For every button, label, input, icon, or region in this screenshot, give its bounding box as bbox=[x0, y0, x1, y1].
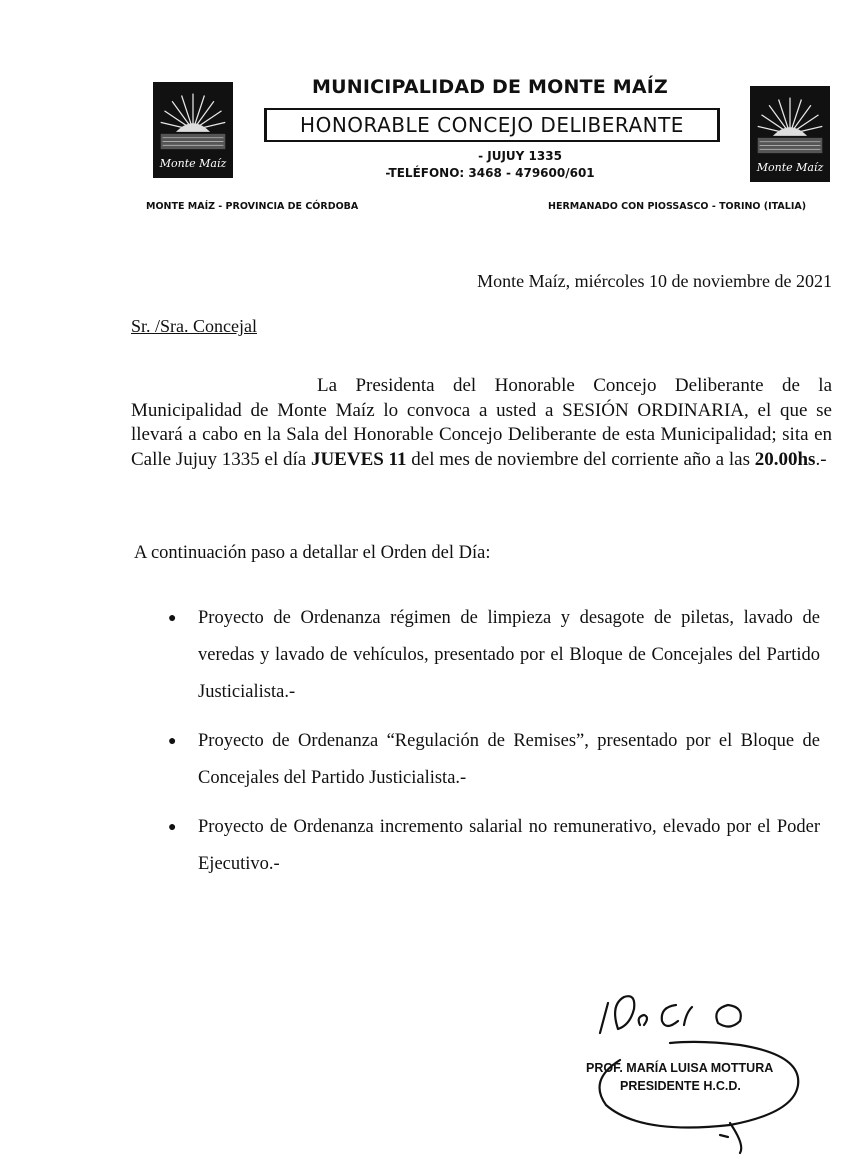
body-text: La Presidenta del Honorable Concejo Deliberante de la Municipalidad de Monte Maíz lo convoca a usted a SESIÓN ORDINARIA, el que se llevará a cabo en la Sala del Honorable Concejo Deliberante de esta Municipalidad; sita en Calle Jujuy 1335 el día bbox=[131, 375, 832, 470]
agenda-item-text: Proyecto de Ordenanza incremento salarial no remunerativo, elevado por el Poder Ejecutivo.- bbox=[198, 817, 820, 874]
sunrise-emblem-icon bbox=[153, 82, 233, 178]
council-title-box: HONORABLE CONCEJO DELIBERANTE bbox=[264, 108, 720, 142]
municipality-title: MUNICIPALIDAD DE MONTE MAÍZ bbox=[312, 76, 668, 98]
agenda-item bbox=[160, 723, 820, 797]
sunrise-emblem-icon bbox=[750, 86, 830, 182]
twin-city-line: HERMANADO CON PIOSSASCO - TORINO (ITALIA) bbox=[548, 201, 807, 212]
logo-caption: Monte Maíz bbox=[159, 157, 227, 170]
signature-block bbox=[580, 985, 820, 1155]
session-time: 20.00hs bbox=[754, 448, 816, 470]
signatory-role: PRESIDENTE H.C.D. bbox=[620, 1079, 741, 1093]
agenda-item-text: Proyecto de Ordenanza régimen de limpieza y desagote de piletas, lavado de veredas y lavado de vehículos, presentado por el Bloque de Concejales del Partido Justicialista.- bbox=[198, 608, 820, 702]
body-text: .- bbox=[815, 448, 827, 470]
bullet-icon: ● bbox=[168, 734, 177, 749]
letter-date: Monte Maíz, miércoles 10 de noviembre de 2021 bbox=[477, 271, 832, 291]
bullet-icon: ● bbox=[168, 611, 177, 626]
address: - JUJUY 1335 bbox=[478, 149, 562, 163]
bullet-icon: ● bbox=[168, 820, 177, 835]
agenda-list bbox=[160, 600, 820, 895]
agenda-item bbox=[160, 600, 820, 711]
phone: -TELÉFONO: 3468 - 479600/601 bbox=[385, 166, 595, 180]
agenda-intro: A continuación paso a detallar el Orden del Día: bbox=[134, 543, 491, 563]
convocation-paragraph bbox=[131, 374, 832, 472]
body-text: del mes de noviembre del corriente año a las bbox=[406, 448, 755, 470]
session-day: JUEVES 11 bbox=[310, 448, 407, 470]
agenda-item bbox=[160, 809, 820, 883]
agenda-item-text: Proyecto de Ordenanza “Regulación de Remises”, presentado por el Bloque de Concejales del Partido Justicialista.- bbox=[198, 731, 820, 788]
salutation: Sr. /Sra. Concejal bbox=[131, 316, 257, 336]
signatory-name: PROF. MARÍA LUISA MOTTURA bbox=[586, 1061, 774, 1075]
logo-caption: Monte Maíz bbox=[756, 161, 824, 174]
province-line: MONTE MAÍZ - PROVINCIA DE CÓRDOBA bbox=[146, 201, 359, 212]
